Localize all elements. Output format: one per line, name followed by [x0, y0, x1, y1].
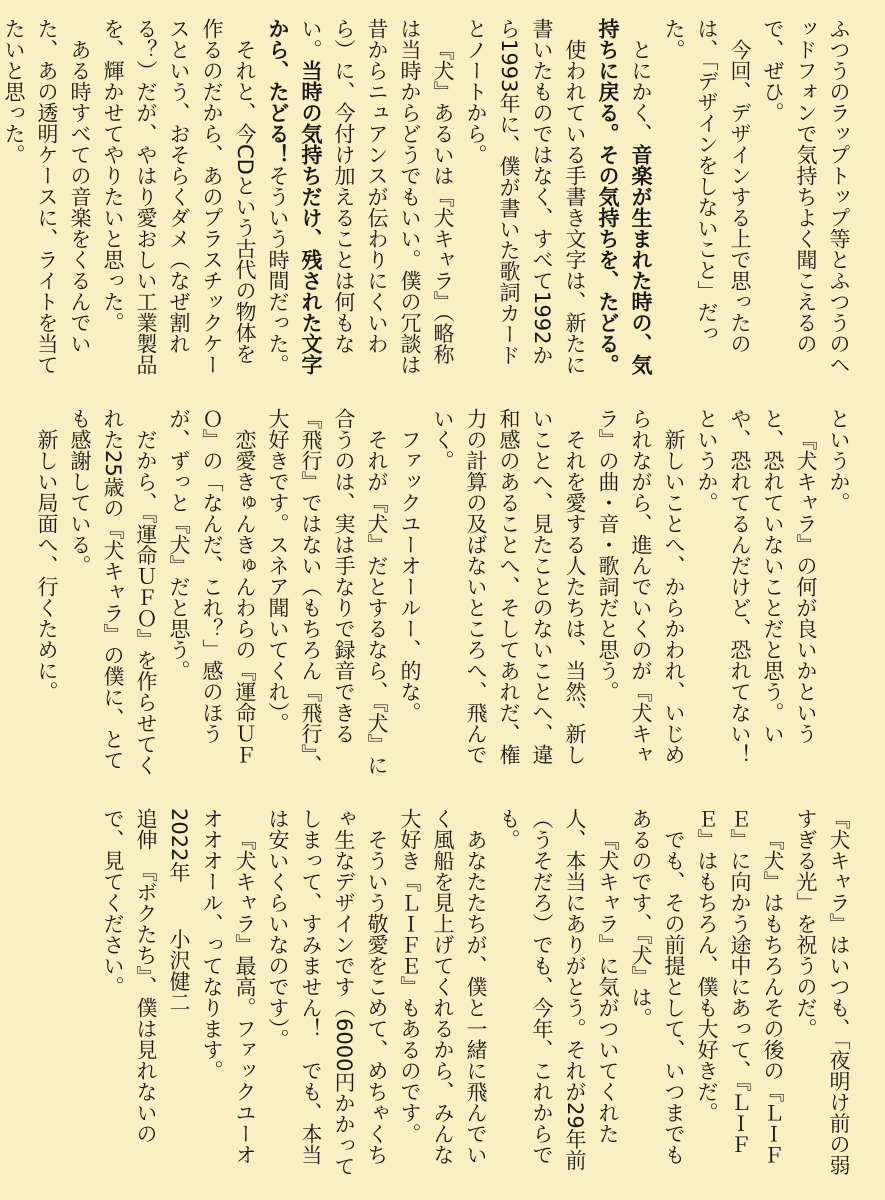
paragraph: そういう敬愛をこめて、めちゃくちゃ生なデザインです（6000円かかってしまって、すみません！ でも、本当は安いくらいなのです）。	[266, 808, 389, 1177]
middle-text-block	[23, 408, 855, 786]
paragraph: というか。	[827, 408, 851, 513]
paragraph: 『犬キャラ』はいつも、「夜明け前の弱すぎる光」を祝うのだ。	[794, 808, 851, 1176]
paragraph: ふつうのラップトップ等とふつうのヘッドフォンで気持ちよく聞こえるので、ぜひ。	[761, 18, 851, 375]
paragraph: だから、『運命ＵＦＯ』を作らせてくれた25歳の『犬キャラ』の僕に、とても感謝している。	[68, 408, 158, 776]
paragraph: ファックユーオールー、的な。	[398, 429, 422, 723]
paragraph: 『犬キャラ』最高。ファックユーオオオオール、ってなります。	[200, 808, 257, 1165]
signature	[162, 808, 195, 1178]
paragraph: それが『犬』だとするなら、『犬』に合うのは、実は手なりで録音できる『飛行』ではない（もちろん『飛行』、大好きです。スネア聞いてくれ）。	[266, 408, 389, 776]
paragraph: 新しい局面へ、行くために。	[35, 429, 59, 702]
paragraph: 使われている手書き文字は、新たに書いたものではなく、すべて1992から1993年に、僕が書いた歌詞カードとノートから。	[464, 18, 587, 375]
paragraph: でも、その前提として、いつまでもあるのです、『犬』は。	[629, 808, 686, 1165]
lower-text-block	[101, 808, 855, 1178]
paragraph: 『犬キャラ』に気がついてくれた人、本当にありがとう。それが29年前（うそだろ）でも、今年、これからでも。	[497, 808, 620, 1171]
paragraph: 『犬』はもちろんその後の『ＬＩＦＥ』に向かう途中にあって、『ＬＩＦＥ』はもちろん、僕も大好きだ。	[695, 808, 785, 1165]
paragraph: あなたたちが、僕と一緒に飛んでいく風船を見上げてくれるから、みんな大好き『ＬＩＦＥ』もあるのです。	[398, 808, 488, 1165]
paragraph: 新しいことへ、からかわれ、いじめられながら、進んでいくのが『犬キャラ』の曲・音・歌詞だと思う。	[596, 408, 686, 765]
paragraph: 『犬キャラ』の何が良いかというと、恐れていないことだと思う。いや、恐れてるんだけど、恐れてない！ というか。	[695, 408, 818, 786]
paragraph: 今回、デザインする上で思ったのは、「デザインをしないこと」だった。	[662, 18, 752, 354]
paragraph	[261, 18, 459, 383]
paragraph-text: 『犬』あるいは『犬キャラ』（略称は当時からどうでもいい。僕の冗談は昔からニュアンスが伝わりにくいわら）に、今付け加えることは何もない。	[299, 18, 455, 375]
paragraph-text: そういう時間だった。	[266, 165, 290, 375]
emphasis-text: 当時の気持ちだけ、残された文字から、たどる！	[266, 18, 323, 375]
paragraph: それを愛する人たちは、当然、新しいことへ、見たことのないことへ、違和感のあることへ、そしてあれだ、権力の計算の及ばないところへ、飛んでいく。	[431, 408, 587, 765]
paragraph	[591, 18, 657, 383]
postscript: 追伸 『ボクたち』、僕は見れないので、見てください。	[101, 808, 158, 1144]
paragraph: 恋愛きゅんきゅんわらの『運命ＵＦＯ』の「なんだ、これ？」感のほうが、ずっと『犬』だと思う。	[167, 408, 257, 765]
upper-text-block	[2, 18, 855, 383]
emphasis-text: 音楽が生まれた時の、気持ちに戻る。その気持ちを、たどる。	[596, 18, 653, 375]
paragraph: それと、今CDという古代の物体を作るのだから、あのプラスチックケースという、おそらくダメ（なぜ割れる？）だが、やはり愛おしい工業製品を、輝かせてやりたいと思った。	[101, 18, 257, 375]
paragraph-text: とにかく、	[629, 39, 653, 144]
paragraph: ある時すべての音楽をくるんでいた、あの透明ケースに、ライトを当てたいと思った。	[2, 18, 92, 375]
signature-name: 小沢健二	[167, 928, 191, 1013]
signature-year: 2022年	[167, 808, 191, 883]
